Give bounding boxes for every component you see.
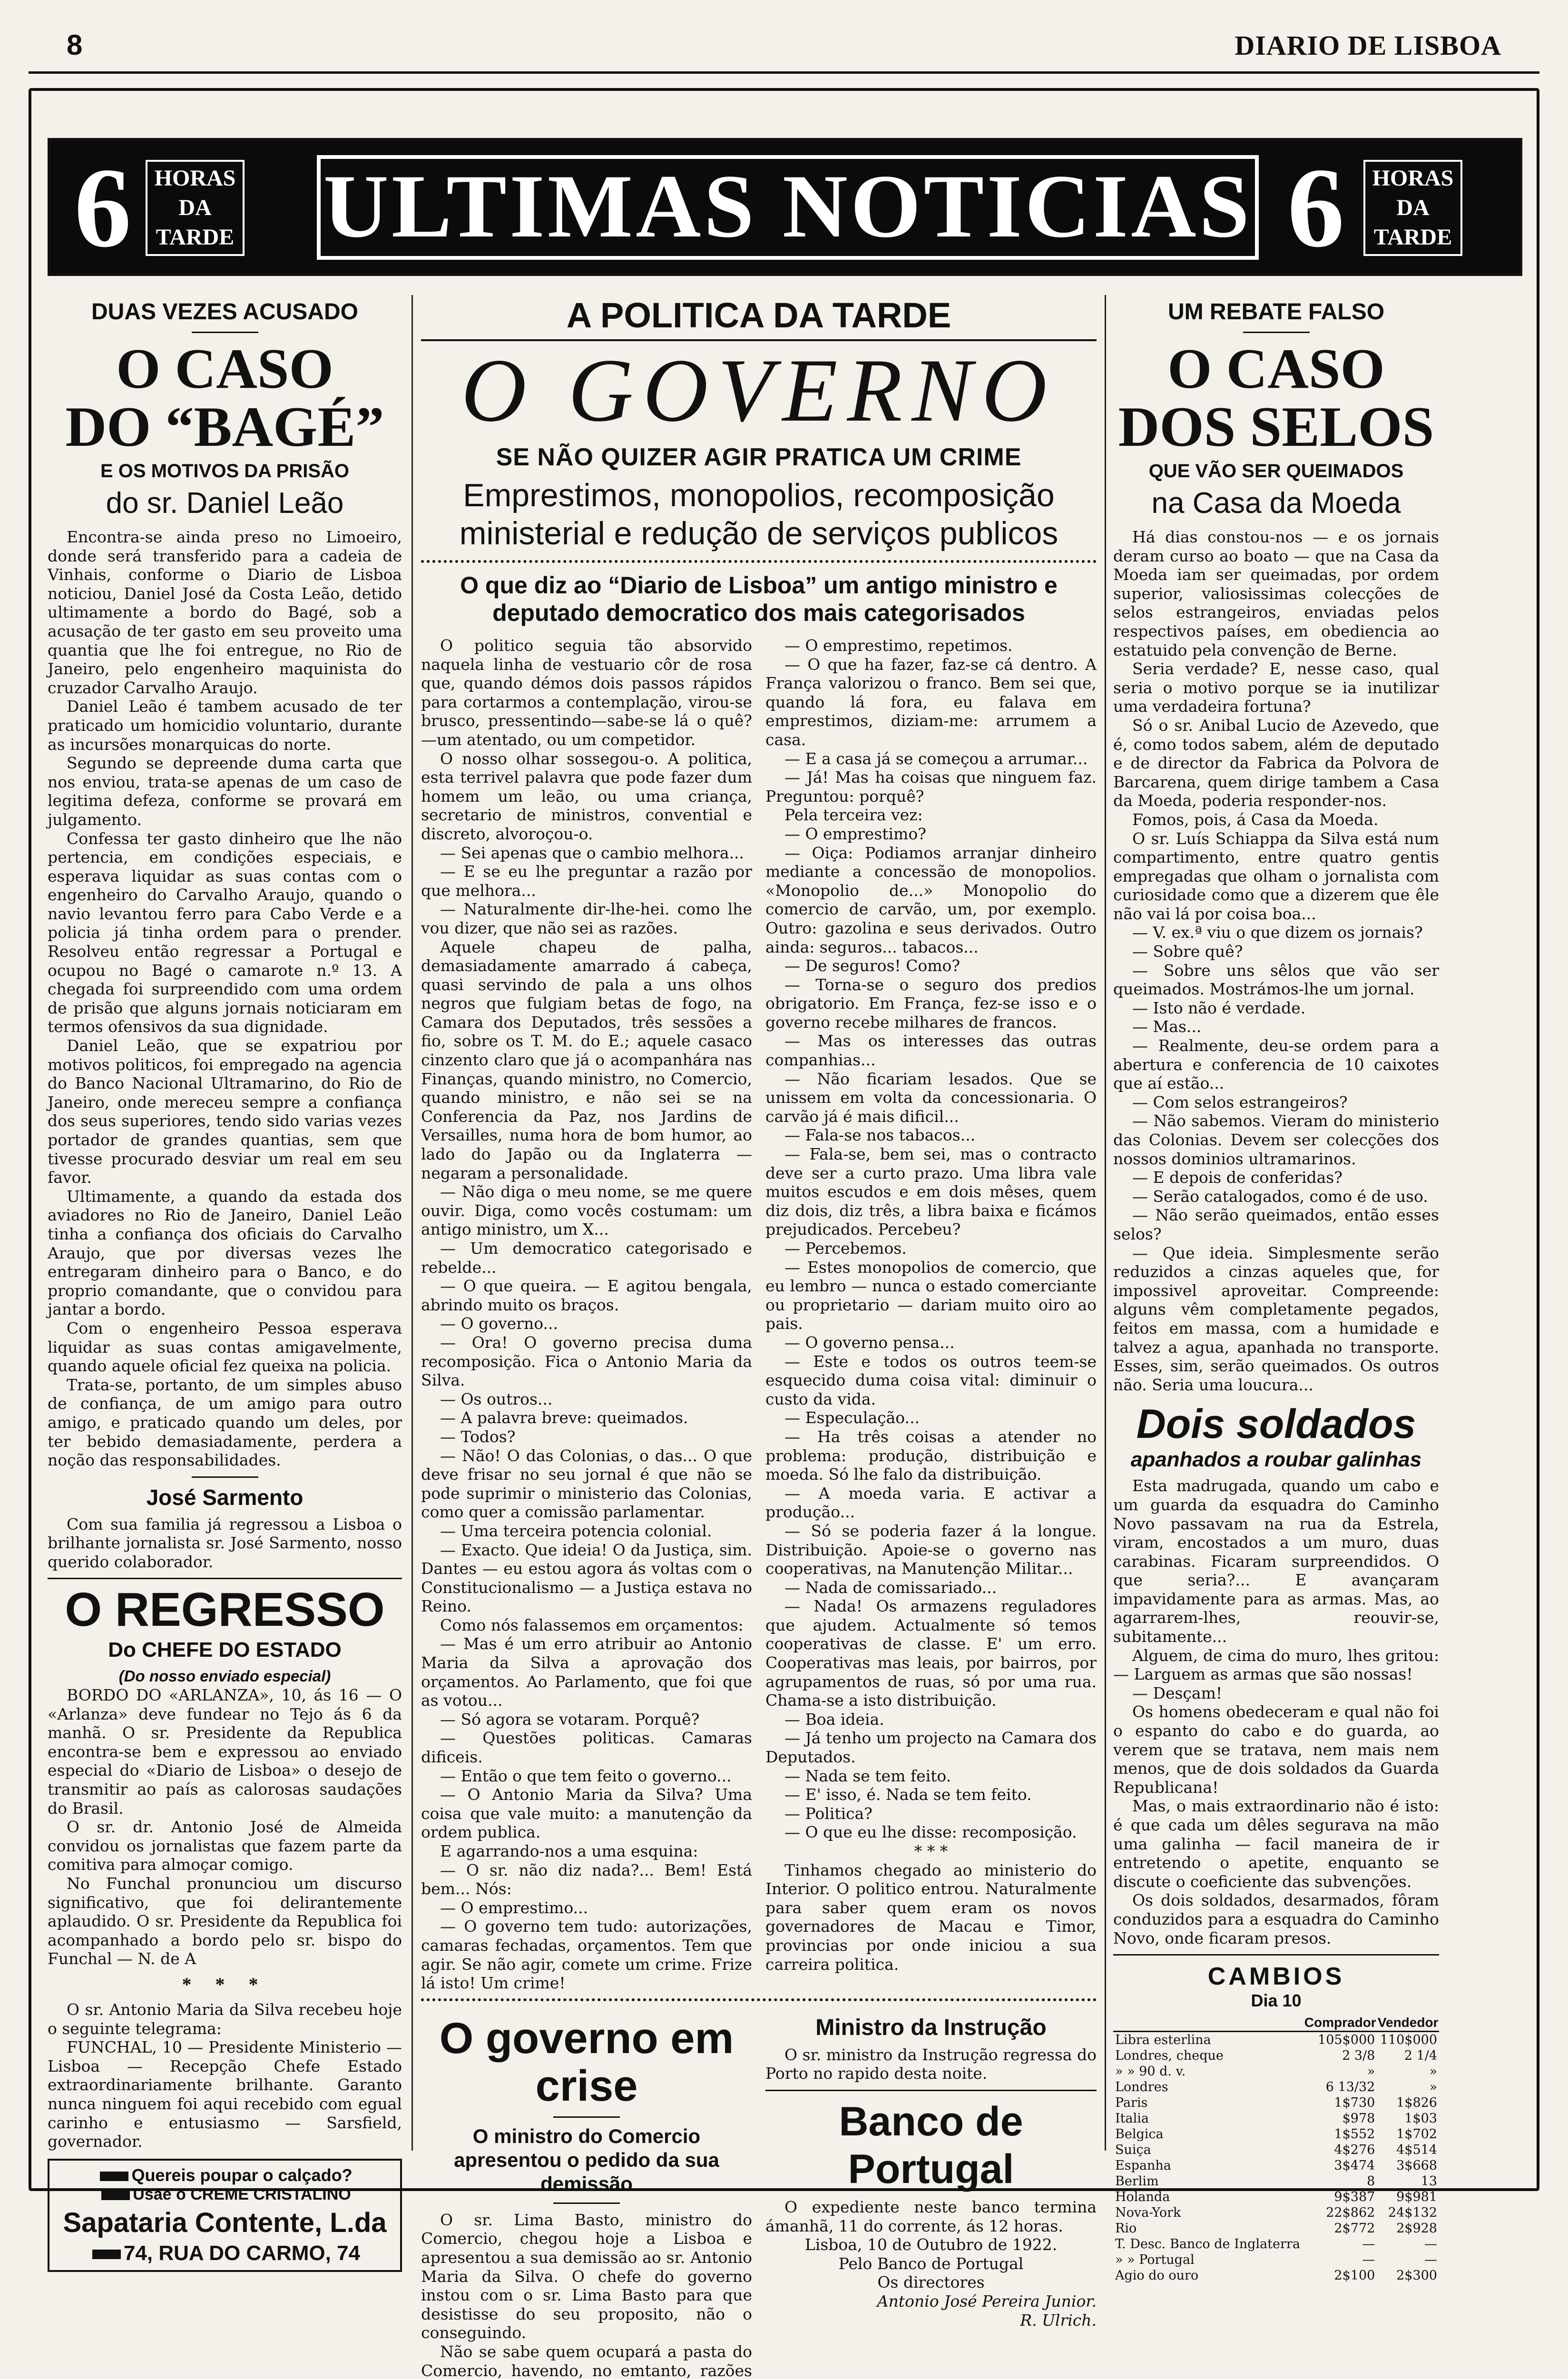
ad-line-1: Quereis poupar o calçado? — [55, 2165, 394, 2185]
interview-paragraph: — Oiça: Podiamos arranjar dinheiro mediante a concessão de monopolios. «Monopolio de...» Monopolio do comercio de carvão, um, por exemplo. Outro: gazolina e seus derivados. Outro ainda: seguros... tabacos... — [765, 843, 1097, 956]
banco-text: O expediente neste banco termina ámanhã, 11 do corrente, ás 12 horas. — [765, 2197, 1097, 2235]
interview-paragraph: — Uma terceira potencia colonial. — [440, 1521, 712, 1540]
interview-paragraph: E agarrando-nos a uma esquina: — [440, 1842, 698, 1860]
ad-shop-name: Sapataria Contente, L.da — [63, 2207, 387, 2238]
cambios-row — [1113, 2142, 1439, 2158]
chain-divider — [421, 1998, 1097, 2001]
cambios-rate: 3$668 — [1396, 2158, 1437, 2173]
regresso-paragraph: No Funchal pronunciou um discurso significativo, que foi delirantemente aplaudido. O sr. Presidente da Republica foi acompanhado a bordo pelo sr. bispo do Funchal — N. de A — [48, 1874, 402, 1968]
interview-paragraph: O nosso olhar sossegou-o. A politica, esta terrivel palavra que pode fazer dum homem um leão, ou uma criança, secretario de ministros, convential e discreto, alvoroçou-o. — [421, 749, 752, 843]
interview-paragraph: — Sei apenas que o cambio melhora... — [440, 843, 745, 862]
banner-right-tarde: TARDE — [1373, 225, 1452, 250]
interview-paragraph: — Questões politicas. Camaras dificeis. — [421, 1729, 752, 1767]
cambios-rate: 105$000 — [1318, 2033, 1375, 2048]
cambios-rate: » — [1367, 2064, 1375, 2079]
cambios-rate: 6 13/32 — [1325, 2080, 1375, 2095]
banner-title: ULTIMAS NOTICIAS — [317, 155, 1259, 260]
regresso-paragraph: O sr. dr. Antonio José de Almeida convidou os jornalistas que fazem parte da comitiva para almoçar comigo. — [48, 1818, 402, 1874]
cambios-rate: » — [1429, 2064, 1437, 2079]
cambios-currency: » » 90 d. v. — [1115, 2064, 1186, 2079]
regresso-subhead: Do CHEFE DO ESTADO — [108, 1638, 342, 1662]
cambios-row — [1113, 2064, 1439, 2079]
interview-paragraph: — Então o que tem feito o governo... — [440, 1766, 732, 1785]
interview-paragraph: — Exacto. Que ideia! O da Justiça, sim. Dantes — eu estou agora ás voltas com o Constitucionalismo — a Justiça estava no Reino. — [421, 1540, 752, 1616]
cambios-rate: — — [1362, 2252, 1375, 2268]
cambios-rate: $978 — [1342, 2111, 1375, 2126]
cambios-currency: Italia — [1115, 2111, 1149, 2126]
banner-left-da: DA — [178, 195, 212, 220]
bage-paragraph: Confessa ter gasto dinheiro que lhe não pertencia, em condições especiais, e esperava liquidar as suas contas com o engenheiro do Carvalho Araujo, quando o navio levantou ferro para Cabo Verde e a policia já tinha ordem para o prender. Resolveu então regressar a Portugal e ocupou no Bagé o camarote n.º 13. A chegada foi surpreendido com uma ordem de prisão que alguns jornais noticiaram em termos ofensivos da sua dignidade. — [48, 829, 402, 1036]
column-left — [48, 295, 402, 2265]
selos-paragraph: Fomos, pois, á Casa da Moeda. — [1132, 810, 1379, 829]
selos-paragraph: — Serão catalogados, como é de uso. — [1132, 1187, 1428, 1206]
cambios-col-header — [1113, 2015, 1303, 2032]
instrucao-text: O sr. ministro da Instrução regressa do Porto no rapido desta noite. — [765, 2045, 1097, 2083]
soldados-subhead: apanhados a roubar galinhas — [1130, 1448, 1422, 1472]
telegram-intro: O sr. Antonio Maria da Silva recebeu hoje o seguinte telegrama: — [48, 2000, 402, 2038]
interview-paragraph: — A palavra breve: queimados. — [440, 1408, 688, 1427]
soldados-paragraph: Mas, o mais extraordinario não é isto: é que cada um dêles segurava na mão uma galinha — facil maneira de ir entretendo o apetite, enquanto se discute o coeficiente das subvenções. — [1113, 1797, 1439, 1891]
masthead-title: DIARIO DE LISBOA — [1235, 30, 1501, 61]
bage-paragraph: Ultimamente, a quando da estada dos aviadores no Rio de Janeiro, Daniel Leão tinha a confiança dos oficiais do Carvalho Araujo, que por diversas vezes lhe entregaram dinheiro para o Banco, e do proprio comandante, que o convidou para jantar a bordo. — [48, 1187, 402, 1319]
cambios-currency: Berlim — [1115, 2174, 1159, 2189]
interview-paragraph: Como nós falassemos em orçamentos: — [440, 1615, 744, 1634]
cambios-currency: Belgica — [1115, 2127, 1164, 2142]
bage-subhead: E OS MOTIVOS DA PRISÃO — [100, 461, 350, 482]
interview-paragraph: — Percebemos. — [784, 1239, 907, 1258]
interview-paragraph: — Todos? — [440, 1427, 516, 1446]
page-number: 8 — [67, 29, 83, 61]
selos-paragraph: Seria verdade? E, nesse caso, qual seria o motivo porque se ia inutilizar uma verdadeira fortuna? — [1113, 659, 1439, 716]
soldados-paragraph: — Desçam! — [1132, 1683, 1223, 1702]
cambios-row — [1113, 2032, 1439, 2048]
cambios-rate: 2 1/4 — [1404, 2048, 1437, 2064]
interview-paragraph: — De seguros! Como? — [784, 956, 960, 975]
cambios-rate: 1$826 — [1396, 2095, 1437, 2111]
column-rule-2 — [1105, 295, 1106, 2151]
interview-paragraph: Aquele chapeu de palha, demasiadamente amarrado á cabeça, quasi servindo de pala a uns olhos negros que fulgiam betas de fogo, na Camara dos Deputados, três sessões a fio, sobre os T. M. do E.; aquele casaco cinzento claro que já o acompanhára nas Finanças, quando ministro, no Comercio, quando ministro, e não sei se na Conferencia da Paz, nos Jardins de Versailles, numa hora de bom humor, ao lado do Japão ou da Inglaterra — negaram a personalidade. — [421, 937, 752, 1182]
cambios-col-header: Vendedor — [1377, 2015, 1439, 2032]
selos-paragraph: — Não sabemos. Vieram do ministerio das Colonias. Devem ser colecções dos nossos dominios ultramarinos. — [1113, 1111, 1439, 1168]
regresso-byline: (Do nosso enviado especial) — [118, 1667, 331, 1685]
cambios-rate: 1$552 — [1334, 2127, 1375, 2142]
cambios-rate: 1$03 — [1404, 2111, 1437, 2126]
interview-paragraph: — O sr. não diz nada?... Bem! Está bem... Nós: — [421, 1860, 752, 1898]
column-rule-1 — [412, 295, 413, 2151]
crise-paragraph: Não se sabe quem ocupará a pasta do Comercio, havendo, no emtanto, razões — [421, 2342, 752, 2379]
interview-paragraph: — Não diga o meu nome, se me quere ouvir. Diga, como vocês costumam: um antigo ministro, um X... — [421, 1182, 752, 1239]
divider — [1243, 332, 1310, 333]
cambios-rate: 4$276 — [1334, 2143, 1375, 2158]
interview-paragraph: — O que queira. — E agitou bengala, abrindo muito os braços. — [421, 1277, 752, 1314]
interview-paragraph: — E se eu lhe preguntar a razão por que melhora... — [421, 862, 752, 900]
cambios-rate: 2$928 — [1396, 2221, 1437, 2236]
cambios-row — [1113, 2221, 1439, 2236]
sarmento-text: Com sua familia já regressou a Lisboa o brilhante jornalista sr. José Sarmento, nosso querido colaborador. — [48, 1514, 402, 1571]
selos-paragraph: Há dias constou-nos — e os jornais deram curso ao boato — que na Casa da Moeda iam ser queimadas, por ordem superior, valiosissimas colecções de selos estrangeiros, enviadas pelos respectivos países, em obediencia ao estatuido pela convenção de Berne. — [1113, 528, 1439, 659]
cambios-date: Dia 10 — [1251, 1991, 1302, 2011]
divider — [192, 332, 258, 333]
interview-head: O que diz ao “Diario de Lisboa” um antigo ministro e deputado democratico dos mais categorisados — [460, 572, 1058, 626]
selos-paragraph: — Sobre quê? — [1132, 942, 1243, 961]
soldados-paragraph: Esta madrugada, quando um cabo e um guarda da esquadra do Caminho Novo passavam na rua da Estrela, viram, encostados a um muro, duas carabinas. Ficaram surpreendidos. O que seria?... E avançaram impavidamente para as armas. Mas, ao agarrarem-lhes, reouvir-se, subitamente... — [1113, 1476, 1439, 1646]
interview-paragraph: — Boa ideia. — [784, 1710, 884, 1729]
interview-paragraph: — E' isso, é. Nada se tem feito. — [784, 1785, 1032, 1804]
selos-paragraph: — Mas... — [1132, 1017, 1202, 1036]
cambios-rate: — — [1362, 2237, 1375, 2252]
interview-paragraph: — Estes monopolios de comercio, que eu lembro — nunca o estado comerciante ou proprietario — dariam muito oiro ao pais. — [765, 1258, 1097, 1333]
cambios-currency: » » Portugal — [1115, 2252, 1195, 2268]
politica-section-head: A POLITICA DA TARDE — [421, 295, 1097, 341]
bage-paragraph: Daniel Leão é tambem acusado de ter praticado um homicidio voluntario, durante as incursões monarquicas do norte. — [48, 697, 402, 754]
ad-address: 74, RUA DO CARMO, 74 — [55, 2241, 394, 2265]
interview-paragraph: — Os outros... — [440, 1389, 553, 1408]
cambios-currency: Londres — [1115, 2080, 1168, 2095]
bage-paragraph: Daniel Leão, que se expatriou por motivos politicos, foi empregado na agencia do Banco Nacional Ultramarino, do Rio de Janeiro, onde mereceu sempre a confiança dos seus superiores, tendo sido varias vezes portador de grandes quantias, sem que tivesse procurado desviar um real em seu favor. — [48, 1036, 402, 1187]
cambios-col-header: Comprador — [1303, 2015, 1377, 2032]
cambios-rate: — — [1424, 2252, 1437, 2268]
soldados-headline: Dois soldados — [1136, 1401, 1416, 1447]
banco-date: Lisboa, 10 de Outubro de 1922. — [804, 2235, 1058, 2254]
interview-paragraph: — Nada! Os armazens reguladores que ajudem. Actualmente só temos cooperativas de classe. E' um erro. Cooperativas mas leais, por bairros, por agrupamentos de ruas, só por uma rua. Chama-se a isto distribuição. — [765, 1597, 1097, 1710]
soldados-paragraph: Os homens obedeceram e qual não foi o espanto do cabo e do guarda, ao verem que se tratava, nem mais nem menos, que de dois soldados da Guarda Republicana! — [1113, 1702, 1439, 1797]
chain-divider — [421, 560, 1097, 563]
interview-paragraph: Tinhamos chegado ao ministerio do Interior. O politico entrou. Naturalmente para saber quem eram os novos governadores de Macau e Timor, provincias por onde iniciou a sua carreira politica. — [765, 1860, 1097, 1974]
selos-paragraph: O sr. Luís Schiappa da Silva está num compartimento, entre quatro gentis empregadas que olham o jornalista com curiosidade como que a dizerem que êle não vai lá por coisa boa... — [1113, 829, 1439, 923]
cambios-rate: 9$387 — [1334, 2190, 1375, 2205]
regresso-headline: O REGRESSO — [65, 1583, 385, 1637]
selos-paragraph: Só o sr. Anibal Lucio de Azevedo, que é, como todos sabem, além de deputado e de director da Fabrica da Polvora de Barcarena, quem dirige tambem a Casa da Moeda, poderia responder-nos. — [1113, 716, 1439, 810]
cambios-rate: 4$514 — [1396, 2143, 1437, 2158]
cambios-rate: 2$300 — [1396, 2268, 1437, 2283]
ultimas-noticias-banner — [48, 138, 1522, 276]
bage-paragraph: Com o engenheiro Pessoa esperava liquidar as suas contas amigavelmente, quando aquele oficial fez queixa na policia. — [48, 1318, 402, 1376]
cambios-header-row — [1113, 2015, 1439, 2032]
cambios-rate: 2 3/8 — [1342, 2048, 1375, 2064]
selos-paragraph: — Sobre uns sêlos que vão ser queimados. Mostrámos-lhe um jornal. — [1113, 961, 1439, 999]
bage-paragraph: Segundo se depreende duma carta que nos enviou, trata-se apenas de um caso de legitima defeza, conforme se provará em julgamento. — [48, 754, 402, 829]
cambios-rate: 9$981 — [1396, 2190, 1437, 2205]
banner-left-six: 6 — [74, 144, 131, 271]
cambios-rate: 2$100 — [1334, 2268, 1375, 2283]
cambios-row — [1113, 2048, 1439, 2064]
interview-paragraph: — Mas é um erro atribuir ao Antonio Maria da Silva a aprovação dos orçamentos. Ao Parlamento, que foi que as votou... — [421, 1634, 752, 1710]
cambios-rate: 22$862 — [1326, 2205, 1375, 2221]
cambios-currency: Suiça — [1115, 2143, 1151, 2158]
interview-paragraph: — Nada se tem feito. — [784, 1766, 951, 1785]
banco-director-2: R. Ulrich. — [1020, 2310, 1097, 2330]
interview-right — [765, 636, 1097, 1993]
cambios-row — [1113, 2205, 1439, 2221]
cambios-row — [1113, 2095, 1439, 2111]
interview-paragraph: — Só se poderia fazer á la longue. Distribuição. Apoie-se o governo nas cooperativas, na Manutenção Militar... — [765, 1521, 1097, 1578]
crise-subhead: O ministro do Comercio apresentou o pedido da sua demissão — [454, 2124, 719, 2195]
cambios-rate: 13 — [1421, 2174, 1437, 2189]
governo-deck: Emprestimos, monopolios, recomposição ministerial e redução de serviços publicos — [459, 477, 1058, 551]
cambios-rate: 1$730 — [1334, 2095, 1375, 2111]
soldados-paragraph: Alguem, de cima do muro, lhes gritou: — Larguem as armas que são nossas! — [1113, 1646, 1439, 1684]
cambios-currency: Espanha — [1115, 2158, 1171, 2173]
interview-paragraph: — Já! Mas ha coisas que ninguem faz. Preguntou: porquê? — [765, 768, 1097, 806]
cambios-rate: 1$702 — [1396, 2127, 1437, 2142]
interview-paragraph: — O governo... — [440, 1314, 558, 1333]
interview-paragraph: — Só agora se votaram. Porquê? — [440, 1710, 700, 1729]
banner-right-label — [1363, 160, 1462, 256]
interview-stars: * * * — [914, 1842, 948, 1860]
cambios-currency: Paris — [1115, 2095, 1148, 2111]
cambios-currency: Agio do ouro — [1115, 2268, 1199, 2283]
banner-left-tarde: TARDE — [156, 225, 235, 250]
interview-columns — [421, 636, 1097, 1993]
cambios-currency: T. Desc. Banco de Inglaterra — [1115, 2237, 1300, 2252]
divider — [553, 2202, 620, 2204]
divider — [553, 2116, 620, 2118]
selos-headline-2: DOS SELOS — [1118, 395, 1434, 458]
interview-paragraph: — Nada de comissariado... — [784, 1578, 997, 1597]
banner-left-label — [146, 160, 245, 256]
ad-line-2: Usae o CREME CRISTALINO — [55, 2185, 394, 2204]
sarmento-heading: José Sarmento — [146, 1484, 304, 1510]
top-rule — [29, 71, 1539, 74]
interview-paragraph: — Este e todos os outros teem-se esquecido duma coisa vital: diminuir o custo da vida. — [765, 1352, 1097, 1408]
cambios-rate: — — [1424, 2237, 1437, 2252]
selos-paragraph: — E depois de conferidas? — [1132, 1168, 1343, 1187]
cambios-rate: 110$000 — [1380, 2033, 1437, 2048]
interview-paragraph: — O Antonio Maria da Silva? Uma coisa que vale muito: a manutenção da ordem publica. — [421, 1785, 752, 1842]
column-right — [1113, 295, 1439, 2283]
bage-headline-2: DO “BAGÉ” — [65, 395, 384, 458]
crise-paragraph: O sr. Lima Basto, ministro do Comercio, chegou hoje a Lisboa e apresentou a sua demissão ao sr. Antonio Maria da Silva. O chefe do governo instou com o sr. Lima Basto para que desistisse do seu proposito, não o conseguindo. — [421, 2210, 752, 2342]
interview-paragraph: — O emprestimo, repetimos. — [784, 636, 1013, 655]
selos-deck: na Casa da Moeda — [1151, 487, 1401, 520]
interview-paragraph: — Fala-se, bem sei, mas o contracto deve ser a curto prazo. Uma libra vale muitos escudos e em dois mêses, quem diz dois, diz três, a libra baixa e ficámos prejudicados. Percebeu? — [765, 1145, 1097, 1239]
soldados-paragraph: Os dois soldados, desarmados, fôram conduzidos para a esquadra do Caminho Novo, onde ficaram presos. — [1113, 1891, 1439, 1947]
banco-director-1: Antonio José Pereira Junior. — [877, 2291, 1097, 2310]
interview-paragraph: — Já tenho um projecto na Camara dos Deputados. — [765, 1729, 1097, 1767]
divider — [48, 1578, 402, 1579]
cambios-currency: Londres, cheque — [1115, 2048, 1224, 2064]
interview-paragraph: — E a casa já se começou a arrumar... — [784, 749, 1088, 768]
stars-separator: * * * — [182, 1973, 268, 1995]
interview-paragraph: — Fala-se nos tabacos... — [784, 1126, 976, 1145]
selos-paragraph: — Com selos estrangeiros? — [1132, 1092, 1348, 1111]
interview-paragraph: — O governo pensa... — [784, 1333, 955, 1352]
cambios-row — [1113, 2158, 1439, 2173]
cambios-row — [1113, 2236, 1439, 2252]
regresso-paragraph: BORDO DO «ARLANZA», 10, ás 16 — O «Arlanza» deve fundear no Tejo ás 6 da manhã. O sr. Presidente da Republica encontra-se bem e expressou ao enviado especial do «Diario de Lisboa» o desejo de transmitir ao país as calorosas saudações do Brasil. — [48, 1686, 402, 1818]
divider — [765, 2090, 1097, 2091]
cambios-row — [1113, 2252, 1439, 2268]
governo-headline: O GOVERNO — [461, 341, 1057, 441]
interview-paragraph: — Politica? — [784, 1804, 872, 1823]
banner-right-horas: HORAS — [1372, 166, 1454, 191]
banner-right-da: DA — [1396, 195, 1430, 220]
telegram-text: FUNCHAL, 10 — Presidente Ministerio — Lisboa — Recepção Chefe Estado extraordinariamente brilhante. Garanto nunca ninguem foi aqui recebido com egual carinho e entusiasmo — Sarsfield, governador. — [48, 2038, 402, 2151]
cambios-rate: 24$132 — [1388, 2205, 1437, 2221]
interview-paragraph: — O emprestimo... — [440, 1898, 588, 1917]
selos-headline-1: O CASO — [1167, 337, 1385, 400]
interview-paragraph: — A moeda varia. E activar a produção... — [765, 1484, 1097, 1522]
selos-paragraph: — V. ex.ª viu o que dizem os jornais? — [1132, 923, 1423, 942]
selos-paragraph: — Realmente, deu-se ordem para a abertura e conferencia de 10 caixotes que aí estão... — [1113, 1036, 1439, 1093]
cambios-row — [1113, 2126, 1439, 2142]
interview-paragraph: — Não! O das Colonias, o das... O que deve frisar no seu jornal é que não se pode suprimir o ministerio das Colonias, como quer a comissão parlamentar. — [421, 1446, 752, 1522]
cambios-currency: Rio — [1115, 2221, 1137, 2236]
interview-paragraph: — Um democratico categorisado e rebelde... — [421, 1239, 752, 1277]
interview-paragraph: — O emprestimo? — [784, 824, 926, 843]
bage-paragraph: Encontra-se ainda preso no Limoeiro, donde será transferido para a cadeia de Vinhais, conforme o Diario de Lisboa noticiou, Daniel José da Costa Leão, detido ultimamente a bordo do Bagé, sob a acusação de ter gasto em seu proveito uma quantia que lhe foi entregue, no Rio de Janeiro, pelo engenheiro maquinista do cruzador Carvalho Araujo. — [48, 528, 402, 697]
cambios-body — [1113, 2032, 1439, 2284]
crise-headline: O governo em crise — [439, 2014, 734, 2110]
cambios-currency: Nova-York — [1115, 2205, 1181, 2221]
cambios-rate: 8 — [1367, 2174, 1375, 2189]
interview-paragraph: — Naturalmente dir-lhe-hei. como lhe vou dizer, que não sei as razões. — [421, 900, 752, 937]
banco-heading: Banco de Portugal — [839, 2098, 1023, 2192]
selos-paragraph: — Que ideia. Simplesmente serão reduzidos a cinzas aqueles que, for impossivel aproveitar. Compreende: alguns vêm completamente pegados, feitos em massa, com a humidade e talvez a agua, apanhada no transporte. Esses, sim, serão queimados. Os outros não. Seria uma loucura... — [1113, 1243, 1439, 1394]
bottom-columns — [421, 2010, 1097, 2379]
cambios-currency: Libra esterlina — [1115, 2033, 1211, 2048]
cambios-rate: » — [1429, 2080, 1437, 2095]
bage-kicker: DUAS VEZES ACUSADO — [91, 299, 358, 324]
cambios-heading: CAMBIOS — [1207, 1963, 1345, 1991]
interview-paragraph: — Não ficariam lesados. Que se unissem em volta da concessionaria. O carvão já é mais dificil... — [765, 1069, 1097, 1126]
bage-paragraph: Trata-se, portanto, de um simples abuso de confiança, de um amigo para outro amigo, e praticado quando um deles, por ter bebido demasiadamente, perdera a noção das responsabilidades. — [48, 1375, 402, 1470]
selos-kicker: UM REBATE FALSO — [1167, 299, 1385, 324]
banner-left-horas: HORAS — [154, 166, 236, 191]
cambios-row — [1113, 2111, 1439, 2126]
interview-paragraph: — Especulação... — [784, 1408, 920, 1427]
governo-subhead: SE NÃO QUIZER AGIR PRATICA UM CRIME — [496, 443, 1022, 471]
cambios-row — [1113, 2079, 1439, 2095]
selos-subhead: QUE VÃO SER QUEIMADOS — [1148, 461, 1404, 482]
bage-headline-1: O CASO — [116, 337, 333, 400]
crise-article — [421, 2010, 752, 2379]
divider — [192, 1476, 258, 1478]
interview-left — [421, 636, 752, 1993]
cambios-currency: Holanda — [1115, 2190, 1170, 2205]
banco-sign-2: Os directores — [877, 2273, 985, 2292]
interview-paragraph: — O que eu lhe disse: recomposição. — [784, 1823, 1077, 1842]
interview-paragraph: O politico seguia tão absorvido naquela linha de vestuario côr de rosa que, quando démos dois passos rápidos para cortarmos a contemplação, virou-se brusco, pressentindo—sabe-se lá o quê?—um atentado, ou um competidor. — [421, 636, 752, 749]
interview-paragraph: — Ora! O governo precisa duma recomposição. Fica o Antonio Maria da Silva. — [421, 1333, 752, 1390]
cambios-row — [1113, 2173, 1439, 2189]
bage-deck: do sr. Daniel Leão — [106, 487, 344, 520]
selos-paragraph: — Não serão queimados, então esses selos? — [1113, 1206, 1439, 1243]
column-center — [421, 295, 1097, 2379]
banco-sign-1: Pelo Banco de Portugal — [838, 2254, 1024, 2273]
interview-paragraph: — Mas os interesses das outras companhias... — [765, 1032, 1097, 1070]
interview-paragraph: Pela terceira vez: — [784, 806, 923, 825]
sapataria-ad — [48, 2159, 402, 2272]
selos-paragraph: — Isto não é verdade. — [1132, 998, 1306, 1017]
cambios-row — [1113, 2189, 1439, 2205]
interview-paragraph: — Ha três coisas a atender no problema: produção, distribuição e moeda. Só lhe falo da distribuição. — [765, 1427, 1097, 1484]
instrucao-heading: Ministro da Instrução — [815, 2015, 1047, 2040]
interview-paragraph: — O que ha fazer, faz-se cá dentro. A França valorizou o franco. Bem sei que, quando lá fora, eu falava em emprestimos, diziam-me: arrumem a casa. — [765, 655, 1097, 749]
interview-paragraph: — O governo tem tudo: autorizações, camaras fechadas, orçamentos. Tem que agir. Se não agir, comete um crime. Frize lá isto! Um crime! — [421, 1917, 752, 1993]
cambios-row — [1113, 2268, 1439, 2283]
cambios-table — [1113, 2015, 1439, 2283]
banner-right-six: 6 — [1287, 144, 1344, 271]
side-notices — [765, 2010, 1097, 2379]
divider — [1113, 1954, 1439, 1956]
cambios-rate: 2$772 — [1334, 2221, 1375, 2236]
cambios-rate: 3$474 — [1334, 2158, 1375, 2173]
interview-paragraph: — Torna-se o seguro dos predios obrigatorio. Em França, fez-se isso e o governo recebe milhares de francos. — [765, 975, 1097, 1032]
